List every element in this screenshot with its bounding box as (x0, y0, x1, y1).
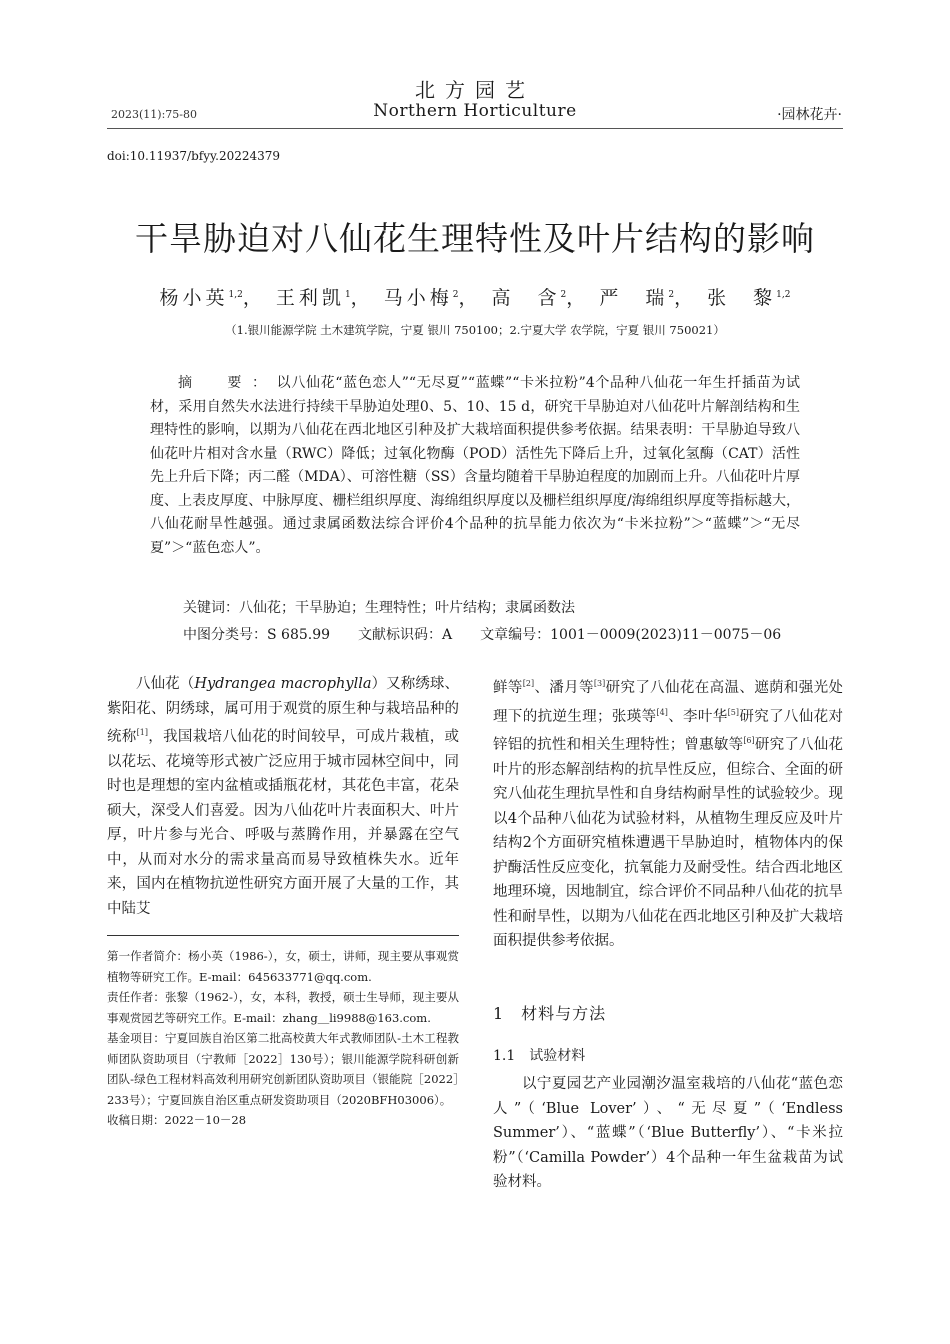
citation-ref[interactable]: [4] (656, 707, 668, 717)
author-affiliation-mark: 2 (560, 290, 567, 300)
header-rule (107, 128, 843, 129)
text-run: 研究了八仙花在高温、遮荫和强光处理下的抗逆生理；张瑛等 (493, 680, 844, 725)
text-run: 研究了八仙花对锌铝的抗性和相关生理特性；曾惠敏等 (493, 708, 844, 753)
article-title: 干旱胁迫对八仙花生理特性及叶片结构的影响 (135, 219, 815, 258)
materials-paragraph: 以宁夏园艺产业园潮汐温室栽培的八仙花“蓝色恋人”（‘Blue Lover’）、“无尽夏”（‘Endless Summer’）、“蓝蝶”（‘Blue Butterfly’）、“卡米拉粉”（‘Camilla Powder’）4个品种一年生盆栽苗为试验材料。 (493, 1076, 843, 1190)
author: 马小梅 (383, 287, 453, 309)
author: 张 黎 (707, 287, 777, 309)
author: 高 含 (491, 287, 561, 309)
author: 严 瑞 (599, 287, 669, 309)
author: 王利凯 (275, 287, 345, 309)
text-run: 八仙花（ (136, 676, 195, 692)
citation-ref[interactable]: [5] (727, 707, 739, 717)
footnote-rule (107, 935, 459, 936)
intro-paragraph-right (493, 672, 843, 954)
footnote-first-author: 第一作者简介：杨小英（1986-），女，硕士，讲师，现主要从事观赏植物等研究工作。E-mail：645633771@qq.com. (107, 949, 459, 984)
author-list: 杨小英$^{1,2}$， 王利凯$^1$， 马小梅$^2$， 高 含$^2$， 严 瑞$^2$， 张 黎$^{1,2}$ (159, 287, 791, 309)
text-run: 、李叶华 (667, 708, 728, 725)
abstract-label: 摘 要： (178, 375, 277, 391)
author-affiliation-mark: 1,2 (776, 290, 791, 300)
journal-name-en: Northern Horticulture (373, 101, 577, 121)
citation-ref[interactable]: [1] (136, 728, 148, 737)
author-affiliation-mark: 2 (668, 290, 675, 300)
abstract-text: 以八仙花“蓝色恋人”“无尽夏”“蓝蝶”“卡米拉粉”4个品种八仙花一年生扦插苗为试材，采用自然失水法进行持续干旱胁迫处理0、5、10、15 d，研究干旱胁迫对八仙花叶片解剖结构和生理特性的影响，以期为八仙花在西北地区引种及扩大栽培面积提供参考依据。结果表明：干旱胁迫导致八仙花叶片相对含水量（RWC）降低；过氧化物酶（POD）活性先下降后上升，过氧化氢酶（CAT）活性先上升后下降；丙二醛（MDA）、可溶性糖（SS）含量均随着干旱胁迫程度的加剧而上升。八仙花叶片厚度、上表皮厚度、中脉厚度、栅栏组织厚度、海绵组织厚度以及栅栏组织厚度/海绵组织厚度等指标越大，八仙花耐旱性越强。通过隶属函数法综合评价4个品种的抗旱能力依次为“卡米拉粉”＞“蓝蝶”＞“无尽夏”＞“蓝色恋人”。 (150, 375, 800, 556)
footnote-funding: 基金项目：宁夏回族自治区第二批高校黄大年式教师团队-土木工程教师团队资助项目（宁教师［2022］130号）；银川能源学院科研创新团队-绿色工程材料高效利用研究创新团队资助项目（银能院［2022］233号）；宁夏回族自治区重点研发资助项目（2020BFH03006）。 (107, 1031, 459, 1107)
text-run: 、潘月等 (534, 680, 594, 696)
journal-name-cn: 北方园艺 (415, 78, 535, 102)
intro-paragraph-left (107, 672, 459, 921)
footnote-received-date: 收稿日期：2022－10－28 (107, 1113, 247, 1127)
citation-ref[interactable]: [6] (743, 736, 755, 745)
text-run: 鲜等 (493, 680, 523, 696)
affiliations: （1.银川能源学院 土木建筑学院，宁夏 银川 750100；2.宁夏大学 农学院，宁夏 银川 750021） (225, 323, 725, 337)
author-affiliation-mark: 1 (344, 290, 351, 300)
classification-info: 中图分类号：S 685.99 文献标识码：A 文章编号：1001－0009(2023)11－0075－06 (183, 627, 782, 643)
keywords: 关键词：八仙花；干旱胁迫；生理特性；叶片结构；隶属函数法 (183, 600, 575, 616)
column-label: ·园林花卉· (777, 107, 842, 123)
footnotes (107, 946, 459, 1131)
subsection-heading-materials: 1.1 试验材料 (493, 1048, 586, 1064)
text-run: ）又称绣球、紫阳花、阴绣球，属可用于观赏的原生种与栽培品种的统称 (107, 676, 460, 745)
citation-ref[interactable]: [3] (593, 679, 606, 688)
latin-name: Hydrangea macrophylla (194, 676, 372, 692)
issue-info: 2023(11):75-80 (111, 108, 197, 121)
author: 杨小英 (159, 287, 229, 309)
doi[interactable]: doi:10.11937/bfyy.20224379 (107, 149, 281, 163)
text-run: ，我国栽培八仙花的时间较早，可成片栽植，或以花坛、花境等形式被广泛应用于城市园林空间中，同时也是理想的室内盆植或插瓶花材，其花色丰富，花朵硕大，深受人们喜爱。因为八仙花叶片表面积大、叶片厚，叶片参与光合、呼吸与蒸腾作用，并暴露在空气中，从而对水分的需求量高而易导致植株失水。近年来，国内在植物抗逆性研究方面开展了大量的工作，其中陆艾 (107, 729, 460, 917)
citation-ref[interactable]: [2] (522, 679, 535, 688)
abstract (150, 372, 800, 560)
text-run: 研究了八仙花叶片的形态解剖结构的抗旱性反应，但综合、全面的研究八仙花生理抗旱性和自身结构耐旱性的试验较少。现以4个品种八仙花为试验材料，从植物生理反应及叶片结构2个方面研究植株遭遇干旱胁迫时，植物体内的保护酶活性反应变化，抗氧能力及耐受性。结合西北地区地理环境，因地制宜，综合评价不同品种八仙花的抗旱性和耐旱性，以期为八仙花在西北地区引种及扩大栽培面积提供参考依据。 (493, 737, 844, 949)
author-affiliation-mark: 2 (452, 290, 459, 300)
section-heading-materials-methods: 1 材料与方法 (493, 1004, 607, 1023)
author-affiliation-mark: 1,2 (228, 290, 243, 300)
footnote-corresponding-author: 责任作者：张黎（1962-），女，本科，教授，硕士生导师，现主要从事观赏园艺等研究工作。E-mail：zhang＿li9988@163.com. (107, 990, 459, 1025)
